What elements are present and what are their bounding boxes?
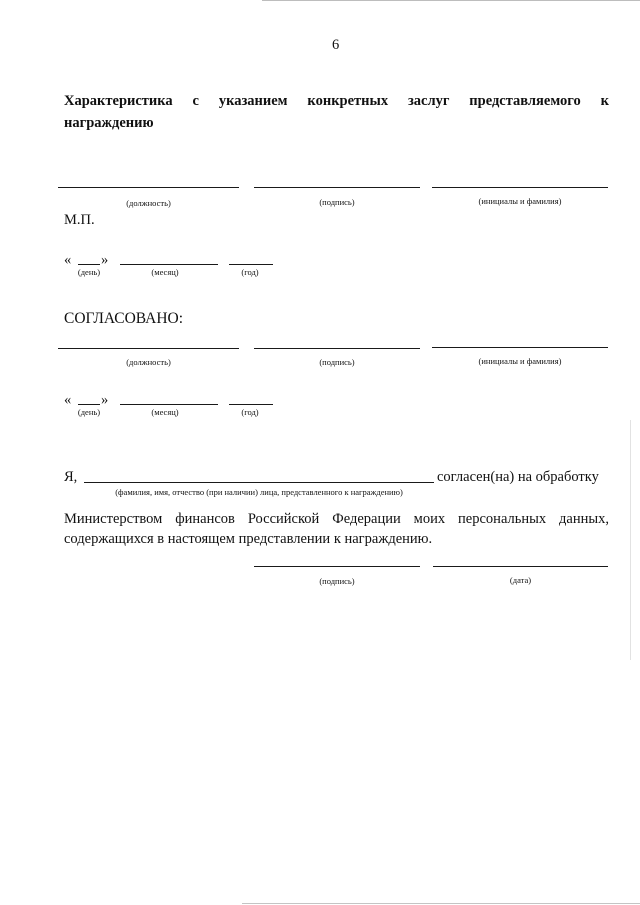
fio-caption: (фамилия, имя, отчество (при наличии) лица, представленного к награждению) <box>115 487 403 497</box>
stamp-place: М.П. <box>64 212 95 228</box>
signature-caption: (подпись) <box>319 357 355 367</box>
paragraph-word: Министерством <box>64 511 163 527</box>
heading-word: представляемого <box>469 93 581 109</box>
year-caption: (год) <box>241 407 259 417</box>
paragraph-word: персональных <box>458 511 547 527</box>
fio-line[interactable] <box>84 482 434 483</box>
signature-line[interactable] <box>254 566 420 567</box>
day-caption: (день) <box>77 267 101 277</box>
paragraph-word: финансов <box>175 511 235 527</box>
day-line[interactable] <box>78 404 100 405</box>
initials-caption: (инициалы и фамилия) <box>478 196 562 206</box>
initials-caption: (инициалы и фамилия) <box>478 356 562 366</box>
month-line[interactable] <box>120 404 218 405</box>
heading-word: конкретных <box>307 93 389 109</box>
heading-word: указанием <box>218 93 288 109</box>
quote-close: » <box>101 252 109 268</box>
scan-edge-top <box>262 0 640 1</box>
date-caption: (дата) <box>509 575 532 585</box>
page-number: 6 <box>332 37 340 53</box>
paragraph-line-2: содержащихся в настоящем представлении к награждению. <box>64 531 433 547</box>
day-line[interactable] <box>78 264 100 265</box>
date-line[interactable] <box>433 566 608 567</box>
paragraph-word: Федерации <box>332 511 401 527</box>
consent-paragraph <box>64 509 609 549</box>
initials-line[interactable] <box>432 347 608 348</box>
year-line[interactable] <box>229 264 273 265</box>
form-heading <box>64 90 609 134</box>
heading-word: Характеристика <box>64 93 173 109</box>
initials-line[interactable] <box>432 187 608 188</box>
quote-open: « <box>64 392 72 408</box>
signature-caption: (подпись) <box>319 197 355 207</box>
month-caption: (месяц) <box>151 267 179 277</box>
month-caption: (месяц) <box>151 407 179 417</box>
quote-close: » <box>101 392 109 408</box>
year-line[interactable] <box>229 404 273 405</box>
day-caption: (день) <box>77 407 101 417</box>
heading-word: к <box>600 93 609 109</box>
position-caption: (должность) <box>126 198 171 208</box>
paragraph-word: Российской <box>247 511 320 527</box>
paragraph-word: данных, <box>559 511 609 527</box>
signature-caption: (подпись) <box>319 576 355 586</box>
heading-line-1 <box>64 90 609 112</box>
paragraph-line-1 <box>64 509 609 529</box>
consent-pronoun: Я, <box>64 469 78 485</box>
consent-agree-text: согласен(на) на обработку <box>437 469 599 485</box>
heading-word: с <box>192 93 199 109</box>
signature-line[interactable] <box>254 348 420 349</box>
position-line[interactable] <box>58 187 239 188</box>
heading-word: заслуг <box>407 93 450 109</box>
paragraph-word: моих <box>413 511 446 527</box>
approved-heading: СОГЛАСОВАНО: <box>64 310 184 327</box>
year-caption: (год) <box>241 267 259 277</box>
signature-line[interactable] <box>254 187 420 188</box>
heading-line-2: награждению <box>64 115 154 131</box>
month-line[interactable] <box>120 264 218 265</box>
scan-edge-bottom <box>242 903 640 904</box>
position-line[interactable] <box>58 348 239 349</box>
quote-open: « <box>64 252 72 268</box>
scan-edge-right <box>630 420 631 660</box>
position-caption: (должность) <box>126 357 171 367</box>
